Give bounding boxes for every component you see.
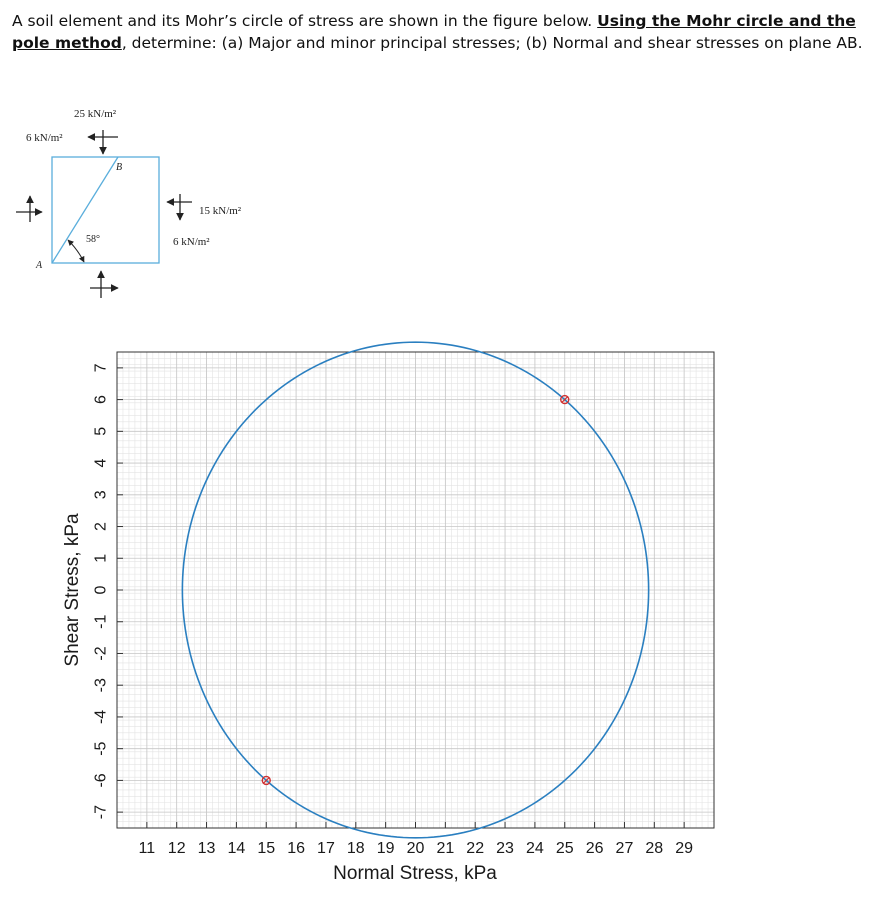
- x-tick-label: 21: [436, 840, 455, 857]
- angle-label: 58°: [86, 234, 100, 245]
- y-tick-labels: [93, 363, 110, 819]
- x-tick-label: 12: [167, 840, 186, 857]
- x-tick-label: 15: [257, 840, 276, 857]
- y-tick-label: -5: [92, 741, 110, 756]
- x-tick-label: 26: [585, 840, 604, 857]
- x-tick-label: 20: [406, 840, 425, 857]
- x-tick-label: 29: [675, 840, 694, 857]
- x-tick-labels: [139, 840, 694, 857]
- y-tick-label: 0: [92, 585, 110, 595]
- y-tick-label: -1: [92, 614, 110, 629]
- problem-text-2: , determine: (a) Major and minor principal stresses; (b) Normal and shear stresses on plane AB.: [121, 34, 863, 52]
- corner-b-label: B: [116, 162, 123, 173]
- right-shear-label: 6 kN/m²: [173, 236, 210, 248]
- y-tick-label: 5: [92, 426, 110, 436]
- x-tick-label: 17: [317, 840, 335, 857]
- x-tick-label: 24: [526, 840, 544, 857]
- right-normal-label: 15 kN/m²: [199, 205, 242, 217]
- x-tick-label: 13: [197, 840, 216, 857]
- y-axis-label: Shear Stress, kPa: [62, 513, 83, 667]
- x-tick-label: 18: [346, 840, 365, 857]
- y-tick-label: -4: [92, 709, 110, 725]
- x-tick-label: 22: [466, 840, 485, 857]
- x-tick-label: 23: [496, 840, 514, 857]
- top-shear-label: 6 kN/m²: [26, 132, 63, 144]
- y-tick-label: -2: [92, 646, 110, 661]
- top-normal-label: 25 kN/m²: [74, 108, 117, 120]
- grid-major: [117, 352, 714, 828]
- x-tick-label: 11: [138, 840, 156, 857]
- problem-method-emphasis: Using the Mohr circle and the pole method: [12, 12, 856, 52]
- x-axis-label: Normal Stress, kPa: [333, 863, 497, 884]
- y-tick-label: 3: [92, 490, 110, 500]
- y-tick-label: -7: [92, 805, 110, 820]
- y-tick-label: 1: [92, 553, 110, 563]
- x-tick-label: 27: [615, 840, 634, 857]
- x-tick-label: 19: [376, 840, 395, 857]
- y-tick-label: 6: [92, 395, 110, 405]
- x-tick-label: 14: [227, 840, 246, 857]
- problem-text-1: A soil element and its Mohr’s circle of stress are shown in the figure below.: [12, 12, 598, 30]
- y-tick-label: 4: [92, 458, 110, 468]
- y-tick-label: -6: [92, 773, 110, 788]
- x-tick-label: 28: [645, 840, 664, 857]
- y-tick-label: -3: [92, 678, 110, 693]
- x-tick-label: 25: [555, 840, 574, 857]
- corner-a-label: A: [36, 260, 43, 271]
- x-tick-label: 16: [287, 840, 305, 857]
- y-tick-label: 2: [92, 522, 110, 531]
- y-tick-label: 7: [92, 363, 110, 373]
